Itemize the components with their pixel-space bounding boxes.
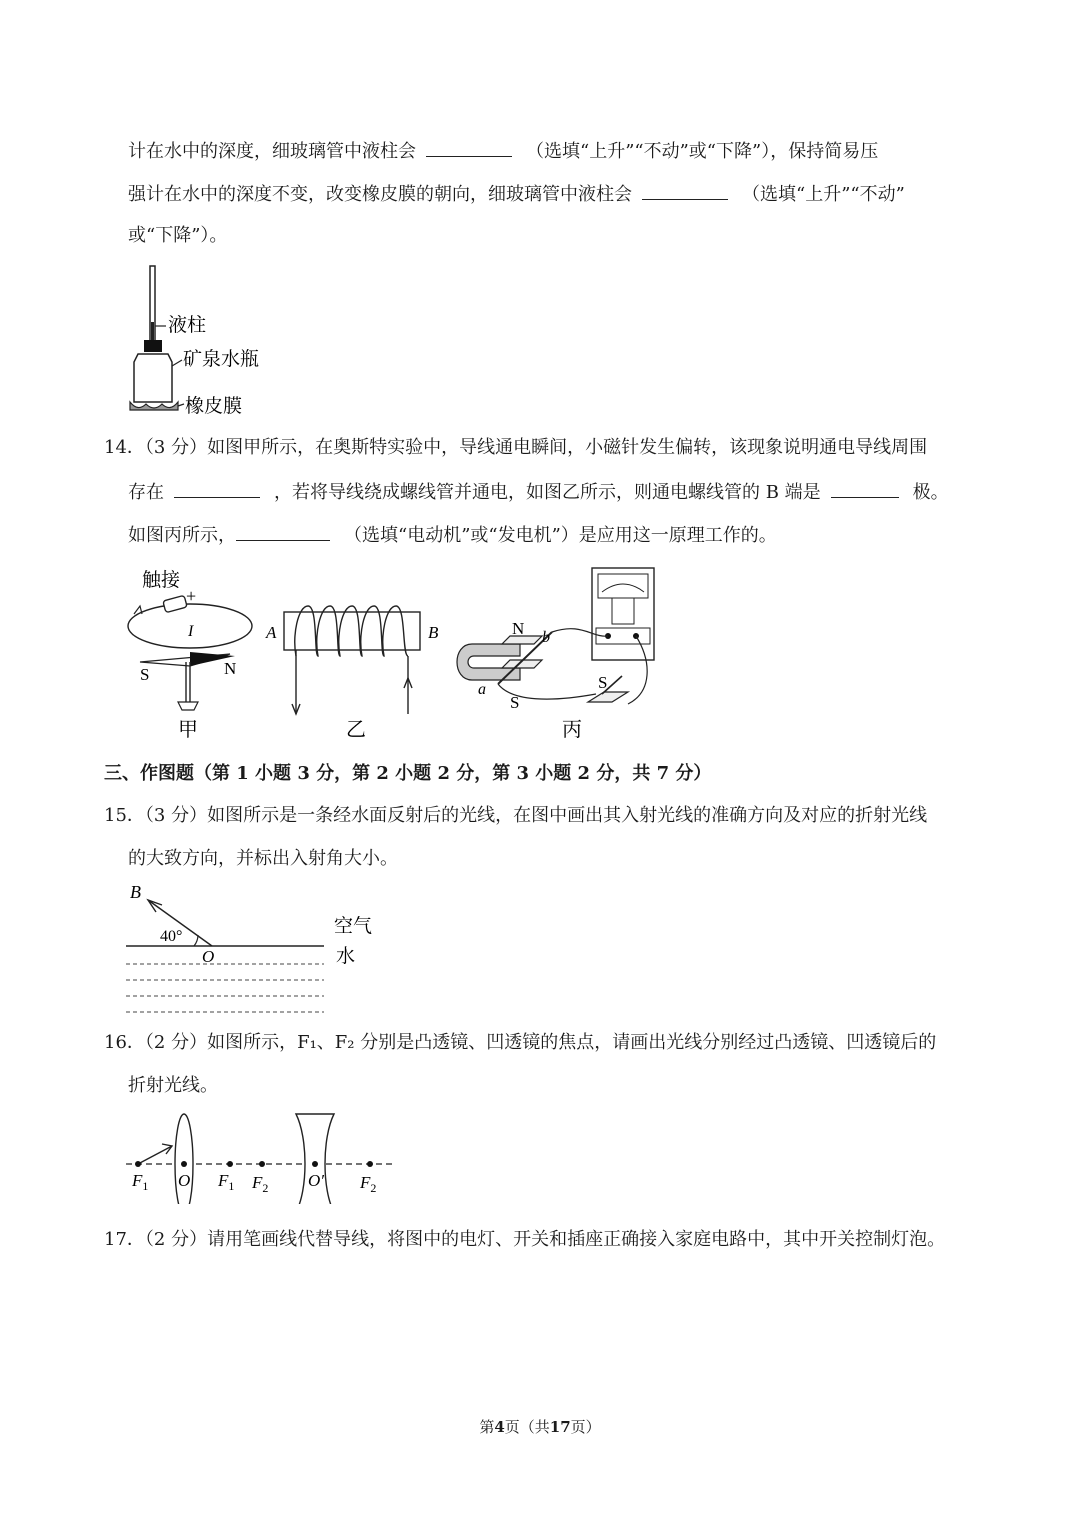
q13-text-3: 或“下降”）。: [128, 225, 228, 246]
caption-jia: 甲: [178, 719, 198, 741]
caption-bing: 丙: [562, 719, 582, 741]
q13-blank-2[interactable]: [642, 181, 728, 200]
q14-blank-2[interactable]: [831, 479, 899, 498]
q14-text-2a: 存在: [128, 482, 164, 503]
q14-text-2b: ，若将导线绕成螺线管并通电，如图乙所示，则通电螺线管的 B 端是: [274, 482, 821, 503]
q13-line2: [128, 181, 905, 207]
label-o1: O: [178, 1171, 191, 1190]
label-water: 水: [336, 946, 356, 967]
solenoid-figure: [262, 596, 452, 742]
section-3-heading: [104, 762, 711, 786]
footer-mid: 页（共: [504, 1418, 550, 1436]
q15-line2: [128, 847, 398, 871]
footer-page-number: 4: [494, 1418, 505, 1436]
q15-text-2: 的大致方向，并标出入射角大小。: [128, 848, 398, 869]
label-b-ray: B: [130, 882, 141, 902]
caption-yi: 乙: [346, 719, 366, 741]
q13-text-1a: 计在水中的深度，细玻璃管中液柱会: [128, 141, 416, 162]
label-membrane: 橡皮膜: [185, 396, 243, 417]
label-bottle: 矿泉水瓶: [183, 349, 260, 370]
q14-blank-1[interactable]: [174, 479, 260, 498]
reflection-figure: [124, 878, 394, 1018]
incident-ray-1: [138, 1146, 172, 1164]
label-f2-right: $F_2$: [360, 1173, 377, 1195]
q16-text-2: 折射光线。: [128, 1075, 218, 1096]
pressure-gauge-figure: [126, 262, 276, 420]
label-liquid-column: 液柱: [168, 315, 207, 336]
label-touch: 触接: [142, 570, 181, 591]
q14-text-3b: （选填“电动机”或“发电机”）是应用这一原理工作的。: [344, 525, 777, 546]
q14-line3: [128, 522, 777, 548]
q15-text-1: 15．（3 分）如图所示是一条经水面反射后的光线，在图中画出其入射光线的准确方向及对应的折射光线: [104, 805, 928, 826]
oersted-figure: [120, 562, 270, 742]
battery: [163, 595, 187, 612]
mineral-water-bottle: [134, 354, 172, 402]
q14-text-3a: 如图丙所示，: [128, 525, 236, 546]
q13-text-1b: （选填“上升”“不动”或“下降”），保持简易压: [526, 141, 879, 162]
bottle-cap: [144, 340, 162, 352]
label-plus: +: [186, 586, 197, 606]
lens-figure: [124, 1108, 400, 1204]
q14-blank-3[interactable]: [236, 522, 330, 541]
footer-total-pages: 17: [549, 1418, 571, 1436]
label-f2-left: $F_2$: [252, 1173, 269, 1195]
label-a-point: a: [478, 681, 486, 698]
label-air: 空气: [334, 916, 373, 937]
q13-blank-1[interactable]: [426, 138, 512, 157]
footer-pre: 第: [479, 1418, 495, 1436]
q16-line1: [104, 1031, 936, 1055]
label-o-point: O: [202, 947, 215, 966]
label-current: I: [188, 623, 194, 640]
label-n-pole: N: [512, 619, 525, 638]
q13-line1: [128, 138, 878, 164]
q14-text-2c: 极。: [912, 482, 949, 503]
q14-line1: [104, 436, 927, 460]
label-s: S: [140, 665, 150, 684]
q17-text-1: 17．（2 分）请用笔画线代替导线，将图中的电灯、开关和插座正确接入家庭电路中，其中开关控制灯泡。: [104, 1229, 946, 1250]
label-s-pole: S: [510, 693, 520, 712]
q14-line2: [128, 479, 949, 505]
q16-text-1: 16．（2 分）如图所示，F₁、F₂ 分别是凸透镜、凹透镜的焦点，请画出光线分别经过凸透镜、凹透镜后的: [104, 1032, 937, 1053]
convex-lens: [175, 1114, 193, 1204]
label-f1-right: $F_1$: [218, 1171, 235, 1193]
label-b-point: b: [542, 629, 550, 646]
label-f1-left: $F_1$: [132, 1171, 149, 1193]
footer-post: 页）: [570, 1418, 601, 1436]
label-b: B: [428, 623, 439, 642]
q17-line1: [104, 1228, 945, 1252]
switch-base: [588, 692, 628, 702]
label-switch: S: [598, 673, 608, 692]
rubber-membrane: [130, 402, 178, 410]
q16-line2: [128, 1074, 218, 1098]
page-footer: [0, 1416, 1080, 1437]
q13-text-2a: 强计在水中的深度不变，改变橡皮膜的朝向，细玻璃管中液柱会: [128, 184, 632, 205]
label-o2: O′: [308, 1171, 324, 1190]
label-angle: 40°: [160, 928, 183, 945]
q14-text-1: 14．（3 分）如图甲所示，在奥斯特实验中，导线通电瞬间，小磁针发生偏转，该现象说明通电导线周围: [104, 437, 928, 458]
label-n: N: [224, 659, 237, 678]
solenoid-core: [284, 612, 420, 650]
concave-lens: [296, 1114, 334, 1204]
q15-line1: [104, 804, 927, 828]
needle-stand: [178, 702, 198, 710]
q13-line3: [128, 224, 227, 248]
q13-text-2b: （选填“上升”“不动”: [742, 184, 905, 205]
section-3-text: 三、作图题（第 1 小题 3 分，第 2 小题 2 分，第 3 小题 2 分，共 7 分）: [104, 763, 712, 784]
generator-figure: [452, 562, 672, 744]
label-a: A: [266, 623, 277, 642]
